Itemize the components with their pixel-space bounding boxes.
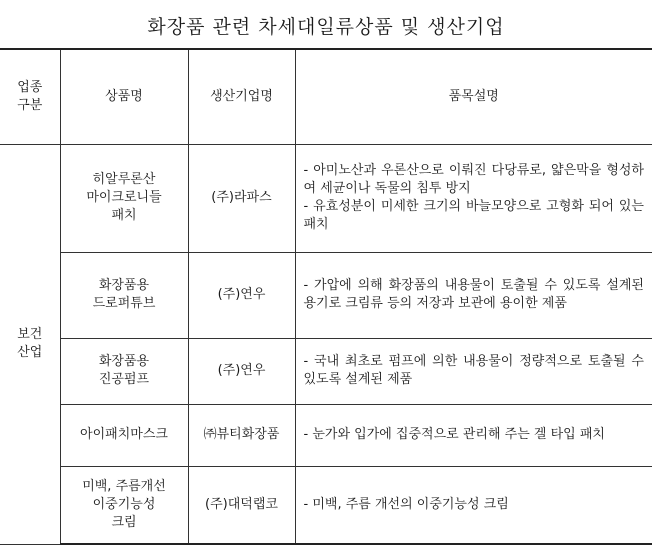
- description-cell: [295, 252, 652, 338]
- description-item: - 가압에 의해 화장품의 내용물이 토출될 수 있도록 설계된 용기로 크림류 등의 저장과 보관에 용이한 제품: [303, 278, 644, 311]
- company-cell: (주)연우: [188, 252, 295, 338]
- table-row: [0, 466, 652, 544]
- description-cell: [295, 404, 652, 466]
- page-title: 화장품 관련 차세대일류상품 및 생산기업: [147, 16, 505, 38]
- header-company: 생산기업명: [188, 49, 295, 144]
- company-cell: (주)연우: [188, 338, 295, 404]
- header-description: 품목설명: [295, 49, 652, 144]
- company-cell: (주)대덕랩코: [188, 466, 295, 544]
- table-row: [0, 144, 652, 252]
- product-cell: 아이패치마스크: [60, 404, 188, 466]
- company-cell: ㈜뷰티화장품: [188, 404, 295, 466]
- description-item: - 눈가와 입가에 집중적으로 관리해 주는 겔 타입 패치: [303, 427, 605, 442]
- description-cell: [295, 144, 652, 252]
- header-product: 상품명: [60, 49, 188, 144]
- description-item: - 유효성분이 미세한 크기의 바늘모양으로 고형화 되어 있는 패치: [303, 199, 644, 232]
- product-cell: 화장품용 드로퍼튜브: [60, 252, 188, 338]
- description-item: - 아미노산과 우론산으로 이뤄진 다당류로, 얇은막을 형성하여 세균이나 독물의 침투 방지: [303, 163, 644, 196]
- category-cell: 보건 산업: [0, 144, 60, 544]
- description-item: - 미백, 주름 개선의 이중기능성 크림: [303, 496, 509, 512]
- product-cell: 미백, 주름개선 이중기능성 크림: [60, 466, 188, 544]
- table-header-row: [0, 49, 652, 144]
- company-cell: (주)라파스: [188, 144, 295, 252]
- description-cell: [295, 338, 652, 404]
- description-cell: [295, 466, 652, 544]
- table-row: [0, 338, 652, 404]
- product-table: [0, 48, 652, 545]
- product-cell: 화장품용 진공펌프: [60, 338, 188, 404]
- description-item: - 국내 최초로 펌프에 의한 내용물이 정량적으로 토출될 수 있도록 설계된 제품: [303, 354, 644, 387]
- product-cell: 히알루론산 마이크로니들 패치: [60, 144, 188, 252]
- product-table-container: [0, 48, 652, 545]
- header-category: 업종 구분: [0, 49, 60, 144]
- table-row: [0, 404, 652, 466]
- table-row: [0, 252, 652, 338]
